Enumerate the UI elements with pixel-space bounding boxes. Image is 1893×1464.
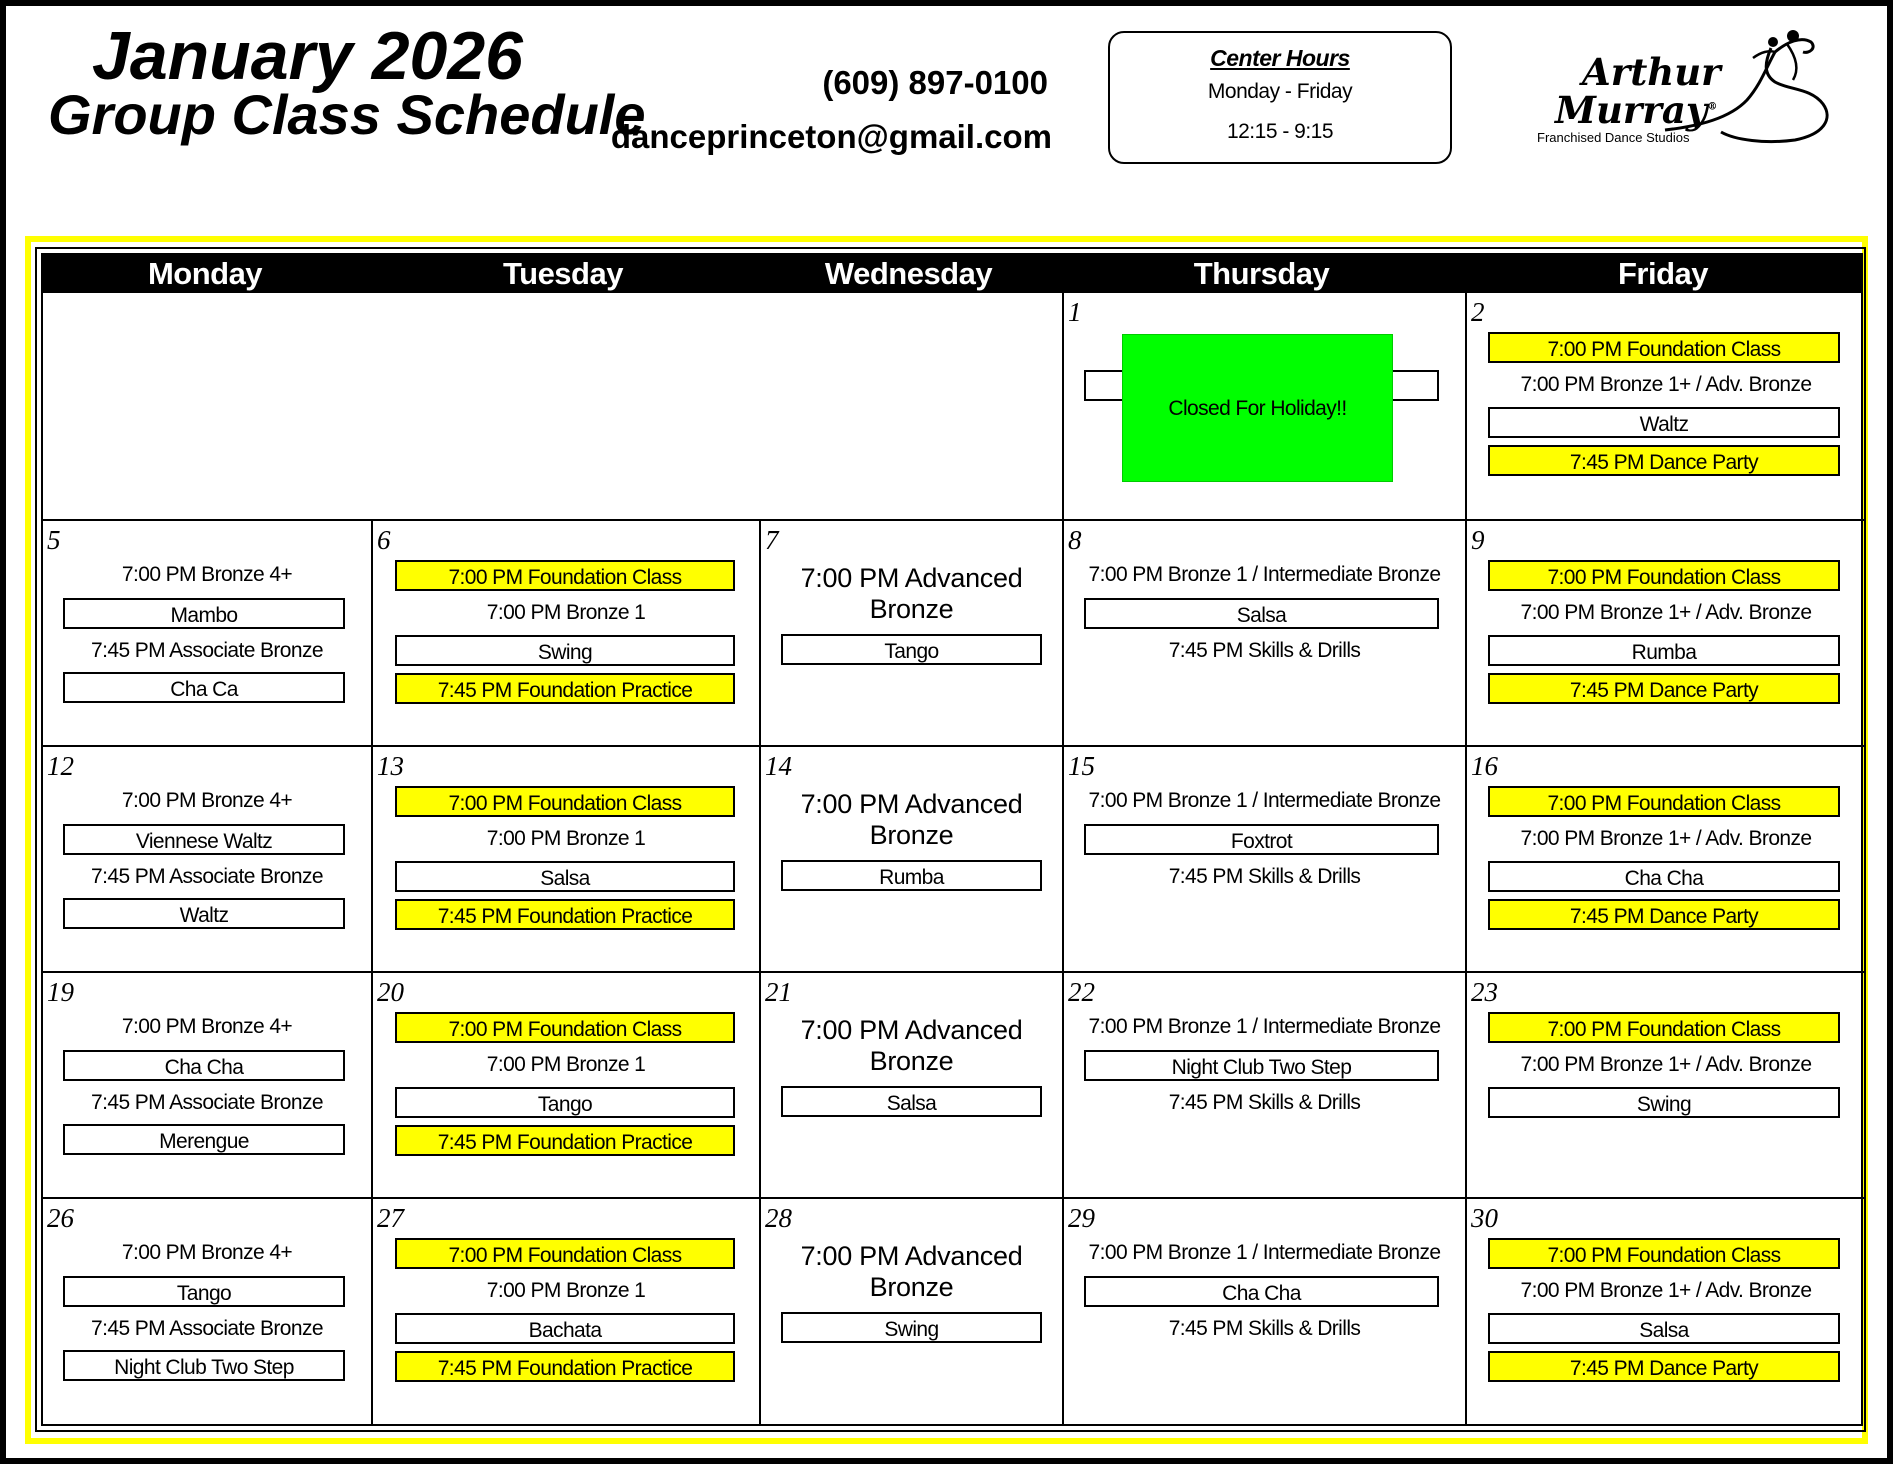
class-time-associate: 7:45 PM Associate Bronze	[91, 639, 323, 662]
advanced-class-time: 7:00 PM Advanced	[800, 563, 1023, 593]
foundation-class-box: 7:00 PM Foundation Class	[1488, 1012, 1840, 1043]
phone-number: (609) 897-0100	[822, 64, 1048, 101]
advanced-class-time: 7:00 PM Advanced	[800, 1015, 1023, 1045]
advanced-class-time: 7:00 PM Advanced	[800, 1241, 1023, 1271]
day-number: 19	[47, 977, 74, 1007]
day-cell-6	[371, 519, 759, 745]
dance-party-box: 7:45 PM Dance Party	[1488, 1351, 1840, 1382]
registered-mark: ®	[1707, 101, 1718, 113]
advanced-class-level: Bronze	[869, 1272, 954, 1302]
page-title: January 2026	[92, 18, 523, 94]
class-time-bronze: 7:00 PM Bronze 1	[486, 601, 646, 624]
class-time-bronze: 7:00 PM Bronze 1+ / Adv. Bronze	[1520, 1279, 1812, 1302]
page-subtitle: Group Class Schedule	[48, 83, 646, 146]
day-cell-22	[1062, 971, 1465, 1197]
foundation-class-box: 7:00 PM Foundation Class	[395, 1012, 735, 1043]
holiday-notice: Closed For Holiday!!	[1122, 334, 1393, 482]
header-thursday: Thursday	[1193, 256, 1330, 291]
foundation-class-box: 7:00 PM Foundation Class	[395, 560, 735, 591]
day-number: 2	[1471, 297, 1485, 327]
day-cell-9	[1465, 519, 1865, 745]
day-number: 1	[1068, 297, 1082, 327]
day-number: 15	[1068, 751, 1095, 781]
day-cell-13	[371, 745, 759, 971]
dance-style-box: Tango	[63, 1276, 345, 1307]
dance-style-box: Mambo	[63, 598, 345, 629]
dance-style-box: Salsa	[1488, 1313, 1840, 1344]
dance-style-box: Salsa	[781, 1086, 1042, 1117]
day-number: 21	[765, 977, 792, 1007]
class-time-bronze: 7:00 PM Bronze 1	[486, 827, 646, 850]
advanced-class-time: 7:00 PM Advanced	[800, 789, 1023, 819]
center-hours-box	[1108, 31, 1452, 164]
foundation-class-box: 7:00 PM Foundation Class	[1488, 560, 1840, 591]
logo-subtitle: Franchised Dance Studios	[1537, 130, 1690, 145]
weekday-header	[41, 253, 1863, 293]
calendar-grid	[41, 293, 1863, 1426]
day-cell-28	[759, 1197, 1062, 1426]
class-time-bronze: 7:00 PM Bronze 1 / Intermediate Bronze	[1088, 789, 1441, 812]
class-time-associate: 7:45 PM Associate Bronze	[91, 1317, 323, 1340]
class-time-bronze: 7:00 PM Bronze 1 / Intermediate Bronze	[1088, 1241, 1441, 1264]
day-cell-29	[1062, 1197, 1465, 1426]
logo-text-line2: Murray®	[1555, 88, 1718, 132]
day-number: 5	[47, 525, 61, 555]
day-cell-26	[43, 1197, 371, 1426]
class-time-bronze: 7:00 PM Bronze 1	[486, 1053, 646, 1076]
day-cell-5	[43, 519, 371, 745]
foundation-practice-box: 7:45 PM Foundation Practice	[395, 899, 735, 930]
header-wednesday: Wednesday	[824, 256, 993, 291]
day-number: 6	[377, 525, 391, 555]
day-number: 14	[765, 751, 792, 781]
dance-style-box: Tango	[395, 1087, 735, 1118]
foundation-class-box: 7:00 PM Foundation Class	[1488, 332, 1840, 363]
advanced-class-level: Bronze	[869, 1046, 954, 1076]
day-number: 8	[1068, 525, 1082, 555]
class-time-bronze: 7:00 PM Bronze 1+ / Adv. Bronze	[1520, 827, 1812, 850]
day-number: 23	[1471, 977, 1498, 1007]
class-time-bronze: 7:00 PM Bronze 4+	[121, 1241, 293, 1264]
foundation-class-box: 7:00 PM Foundation Class	[395, 1238, 735, 1269]
day-number: 20	[377, 977, 404, 1007]
class-time-bronze: 7:00 PM Bronze 4+	[121, 563, 293, 586]
day-cell-16	[1465, 745, 1865, 971]
day-number: 28	[765, 1203, 792, 1233]
dance-style-box: Rumba	[1488, 635, 1840, 666]
center-hours-time: 12:15 - 9:15	[1226, 120, 1334, 143]
day-number: 30	[1471, 1203, 1498, 1233]
day-number: 9	[1471, 525, 1485, 555]
day-number: 7	[765, 525, 779, 555]
dance-party-box: 7:45 PM Dance Party	[1488, 899, 1840, 930]
skills-drills-time: 7:45 PM Skills & Drills	[1168, 865, 1361, 888]
foundation-practice-box: 7:45 PM Foundation Practice	[395, 673, 735, 704]
skills-drills-time: 7:45 PM Skills & Drills	[1168, 1091, 1361, 1114]
day-cell-27	[371, 1197, 759, 1426]
skills-drills-time: 7:45 PM Skills & Drills	[1168, 639, 1361, 662]
class-time-associate: 7:45 PM Associate Bronze	[91, 1091, 323, 1114]
day-cell-12	[43, 745, 371, 971]
class-time-bronze: 7:00 PM Bronze 1 / Intermediate Bronze	[1088, 1015, 1441, 1038]
arthur-murray-logo	[1525, 22, 1845, 152]
class-time-bronze: 7:00 PM Bronze 1	[486, 1279, 646, 1302]
header-monday: Monday	[147, 256, 263, 291]
foundation-class-box: 7:00 PM Foundation Class	[395, 786, 735, 817]
day-cell-14	[759, 745, 1062, 971]
class-time-bronze: 7:00 PM Bronze 4+	[121, 1015, 293, 1038]
advanced-class-level: Bronze	[869, 820, 954, 850]
foundation-class-box: 7:00 PM Foundation Class	[1488, 1238, 1840, 1269]
center-hours-days: Monday - Friday	[1207, 80, 1353, 103]
dance-style-box: Salsa	[1084, 598, 1439, 629]
advanced-class-level: Bronze	[869, 594, 954, 624]
logo-text-line1: Arthur	[1582, 50, 1721, 94]
empty-cell	[43, 293, 1062, 519]
day-number: 12	[47, 751, 74, 781]
day-number: 13	[377, 751, 404, 781]
class-time-associate: 7:45 PM Associate Bronze	[91, 865, 323, 888]
dance-style-box: Night Club Two Step	[63, 1350, 345, 1381]
dance-style-box: Tango	[781, 634, 1042, 665]
day-cell-20	[371, 971, 759, 1197]
foundation-practice-box: 7:45 PM Foundation Practice	[395, 1351, 735, 1382]
dance-style-box: Rumba	[781, 860, 1042, 891]
dance-style-box: Cha Ca	[63, 672, 345, 703]
dance-style-box: Waltz	[63, 898, 345, 929]
dance-style-box: Cha Cha	[63, 1050, 345, 1081]
day-cell-7	[759, 519, 1062, 745]
class-time-bronze: 7:00 PM Bronze 1+ / Adv. Bronze	[1520, 1053, 1812, 1076]
day-cell-23	[1465, 971, 1865, 1197]
class-time-bronze: 7:00 PM Bronze 4+	[121, 789, 293, 812]
center-hours-title: Center Hours	[1210, 45, 1350, 71]
day-cell-8	[1062, 519, 1465, 745]
foundation-practice-box: 7:45 PM Foundation Practice	[395, 1125, 735, 1156]
day-cell-19	[43, 971, 371, 1197]
dance-style-box: Viennese Waltz	[63, 824, 345, 855]
dance-style-box: Swing	[1488, 1087, 1840, 1118]
dance-style-box: Merengue	[63, 1124, 345, 1155]
day-number: 22	[1068, 977, 1095, 1007]
dance-style-box: Salsa	[395, 861, 735, 892]
dance-style-box: Swing	[781, 1312, 1042, 1343]
day-number: 29	[1068, 1203, 1095, 1233]
email-address: danceprinceton@gmail.com	[610, 118, 1052, 155]
foundation-class-box: 7:00 PM Foundation Class	[1488, 786, 1840, 817]
dance-party-box: 7:45 PM Dance Party	[1488, 673, 1840, 704]
dance-style-box: Waltz	[1488, 407, 1840, 438]
dance-style-box: Foxtrot	[1084, 824, 1439, 855]
dance-style-box: Night Club Two Step	[1084, 1050, 1439, 1081]
day-cell-21	[759, 971, 1062, 1197]
header-tuesday: Tuesday	[503, 256, 623, 291]
day-number: 16	[1471, 751, 1498, 781]
day-cell-2	[1465, 293, 1865, 519]
skills-drills-time: 7:45 PM Skills & Drills	[1168, 1317, 1361, 1340]
dance-party-box: 7:45 PM Dance Party	[1488, 445, 1840, 476]
dance-style-box: Bachata	[395, 1313, 735, 1344]
day-cell-15	[1062, 745, 1465, 971]
dance-style-box: Cha Cha	[1084, 1276, 1439, 1307]
day-number: 26	[47, 1203, 74, 1233]
header-friday: Friday	[1617, 256, 1709, 291]
class-time-bronze: 7:00 PM Bronze 1 / Intermediate Bronze	[1088, 563, 1441, 586]
dance-style-box: Swing	[395, 635, 735, 666]
class-time-bronze: 7:00 PM Bronze 1+ / Adv. Bronze	[1520, 601, 1812, 624]
day-number: 27	[377, 1203, 404, 1233]
dance-style-box: Cha Cha	[1488, 861, 1840, 892]
class-time-bronze: 7:00 PM Bronze 1+ / Adv. Bronze	[1520, 373, 1812, 396]
day-cell-30	[1465, 1197, 1865, 1426]
